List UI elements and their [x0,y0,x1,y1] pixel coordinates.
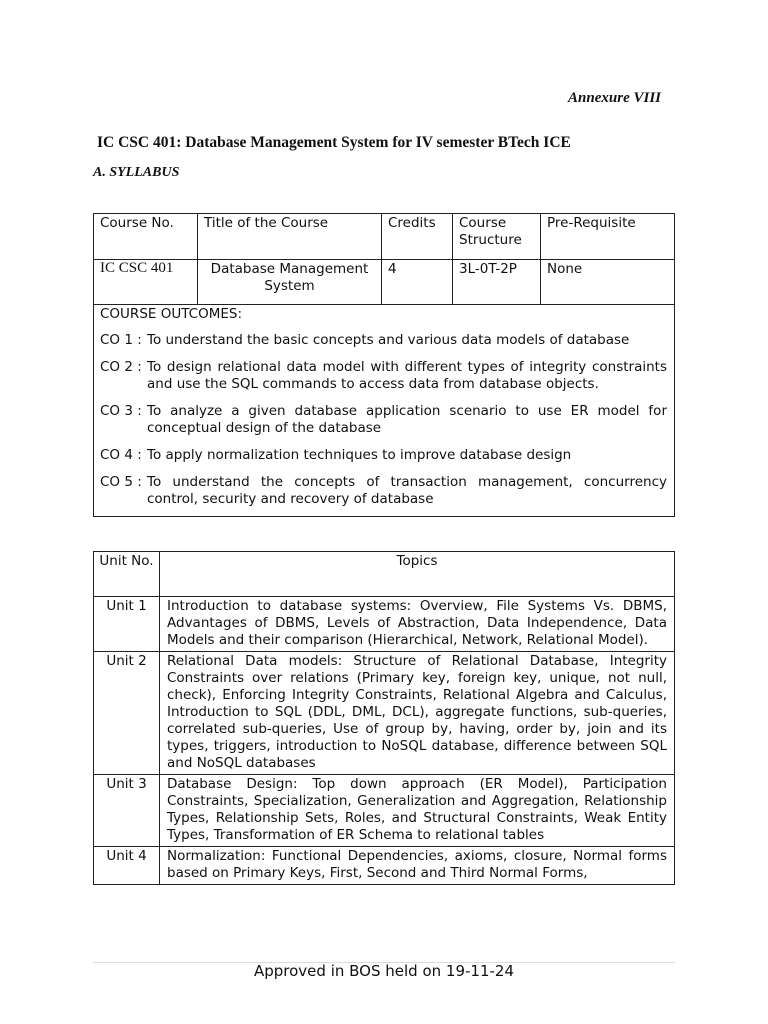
unit-number: Unit 1 [94,597,160,652]
prerequisite-value: None [541,260,675,305]
course-no-value: IC CSC 401 [94,260,198,305]
course-outcome-item [100,332,667,349]
course-outcome-item [100,474,667,508]
course-outcome-label: CO 1 : [100,332,142,348]
course-table [93,213,675,517]
header-unit-no: Unit No. [94,552,160,597]
course-outcomes-cell [94,305,675,517]
header-topics: Topics [160,552,675,597]
course-outcome-text: To understand the concepts of transaction management, concurrency control, security and recovery of database [147,474,667,507]
course-outcome-text: To analyze a given database application scenario to use ER model for conceptual design of the database [147,403,667,436]
unit-number: Unit 4 [94,847,160,885]
unit-number: Unit 3 [94,775,160,847]
header-prerequisite: Pre-Requisite [541,214,675,260]
units-table [93,551,675,885]
header-course-title: Title of the Course [198,214,382,260]
header-course-no: Course No. [94,214,198,260]
course-structure-value: 3L-0T-2P [453,260,541,305]
course-outcome-label: CO 3 : [100,403,142,419]
course-outcome-label: CO 5 : [100,474,142,490]
annexure-label: Annexure VIII [568,90,661,106]
course-table-header-row [94,214,675,260]
units-table-header-row [94,552,675,597]
unit-topics: Relational Data models: Structure of Relational Database, Integrity Constraints over relations (Primary key, foreign key, unique, not null, check), Enforcing Integrity Constraints, Relational Algebra and Calculus, Introduction to SQL (DDL, DML, DCL), aggregate functions, sub-queries, correlated sub-queries, Use of group by, having, order by, join and its types, triggers, introduction to NoSQL database, difference between SQL and NoSQL databases [160,652,675,775]
header-credits: Credits [382,214,453,260]
course-outcome-text: To understand the basic concepts and various data models of database [147,332,630,348]
course-outcomes-title: COURSE OUTCOMES: [100,306,243,322]
table-row [94,597,675,652]
course-outcome-text: To design relational data model with different types of integrity constraints and use the SQL commands to access data from database objects. [147,359,667,392]
course-outcome-item [100,447,667,464]
course-outcome-item [100,359,667,393]
unit-number: Unit 2 [94,652,160,775]
unit-topics: Database Design: Top down approach (ER Model), Participation Constraints, Specialization, Generalization and Aggregation, Relationship Types, Relationship Sets, Roles, and Structural Constraints, Weak Entity Types, Transformation of ER Schema to relational tables [160,775,675,847]
course-outcomes-row [94,305,675,517]
document-title: IC CSC 401: Database Management System for IV semester BTech ICE [97,134,571,151]
footer-approval-note: Approved in BOS held on 19-11-24 [253,962,514,980]
course-outcome-label: CO 2 : [100,359,142,375]
table-row [94,775,675,847]
course-outcome-text: To apply normalization techniques to improve database design [147,447,572,463]
table-row [94,652,675,775]
unit-topics: Normalization: Functional Dependencies, axioms, closure, Normal forms based on Primary Keys, First, Second and Third Normal Forms, [160,847,675,885]
table-row [94,847,675,885]
header-course-structure: Course Structure [453,214,541,260]
course-title-value: Database Management System [198,260,382,305]
course-outcome-label: CO 4 : [100,447,142,463]
section-heading: A. SYLLABUS [93,165,180,180]
course-outcome-item [100,403,667,437]
credits-value: 4 [382,260,453,305]
unit-topics: Introduction to database systems: Overview, File Systems Vs. DBMS, Advantages of DBMS, Levels of Abstraction, Data Independence, Data Models and their comparison (Hierarchical, Network, Relational Model). [160,597,675,652]
course-table-value-row [94,260,675,305]
